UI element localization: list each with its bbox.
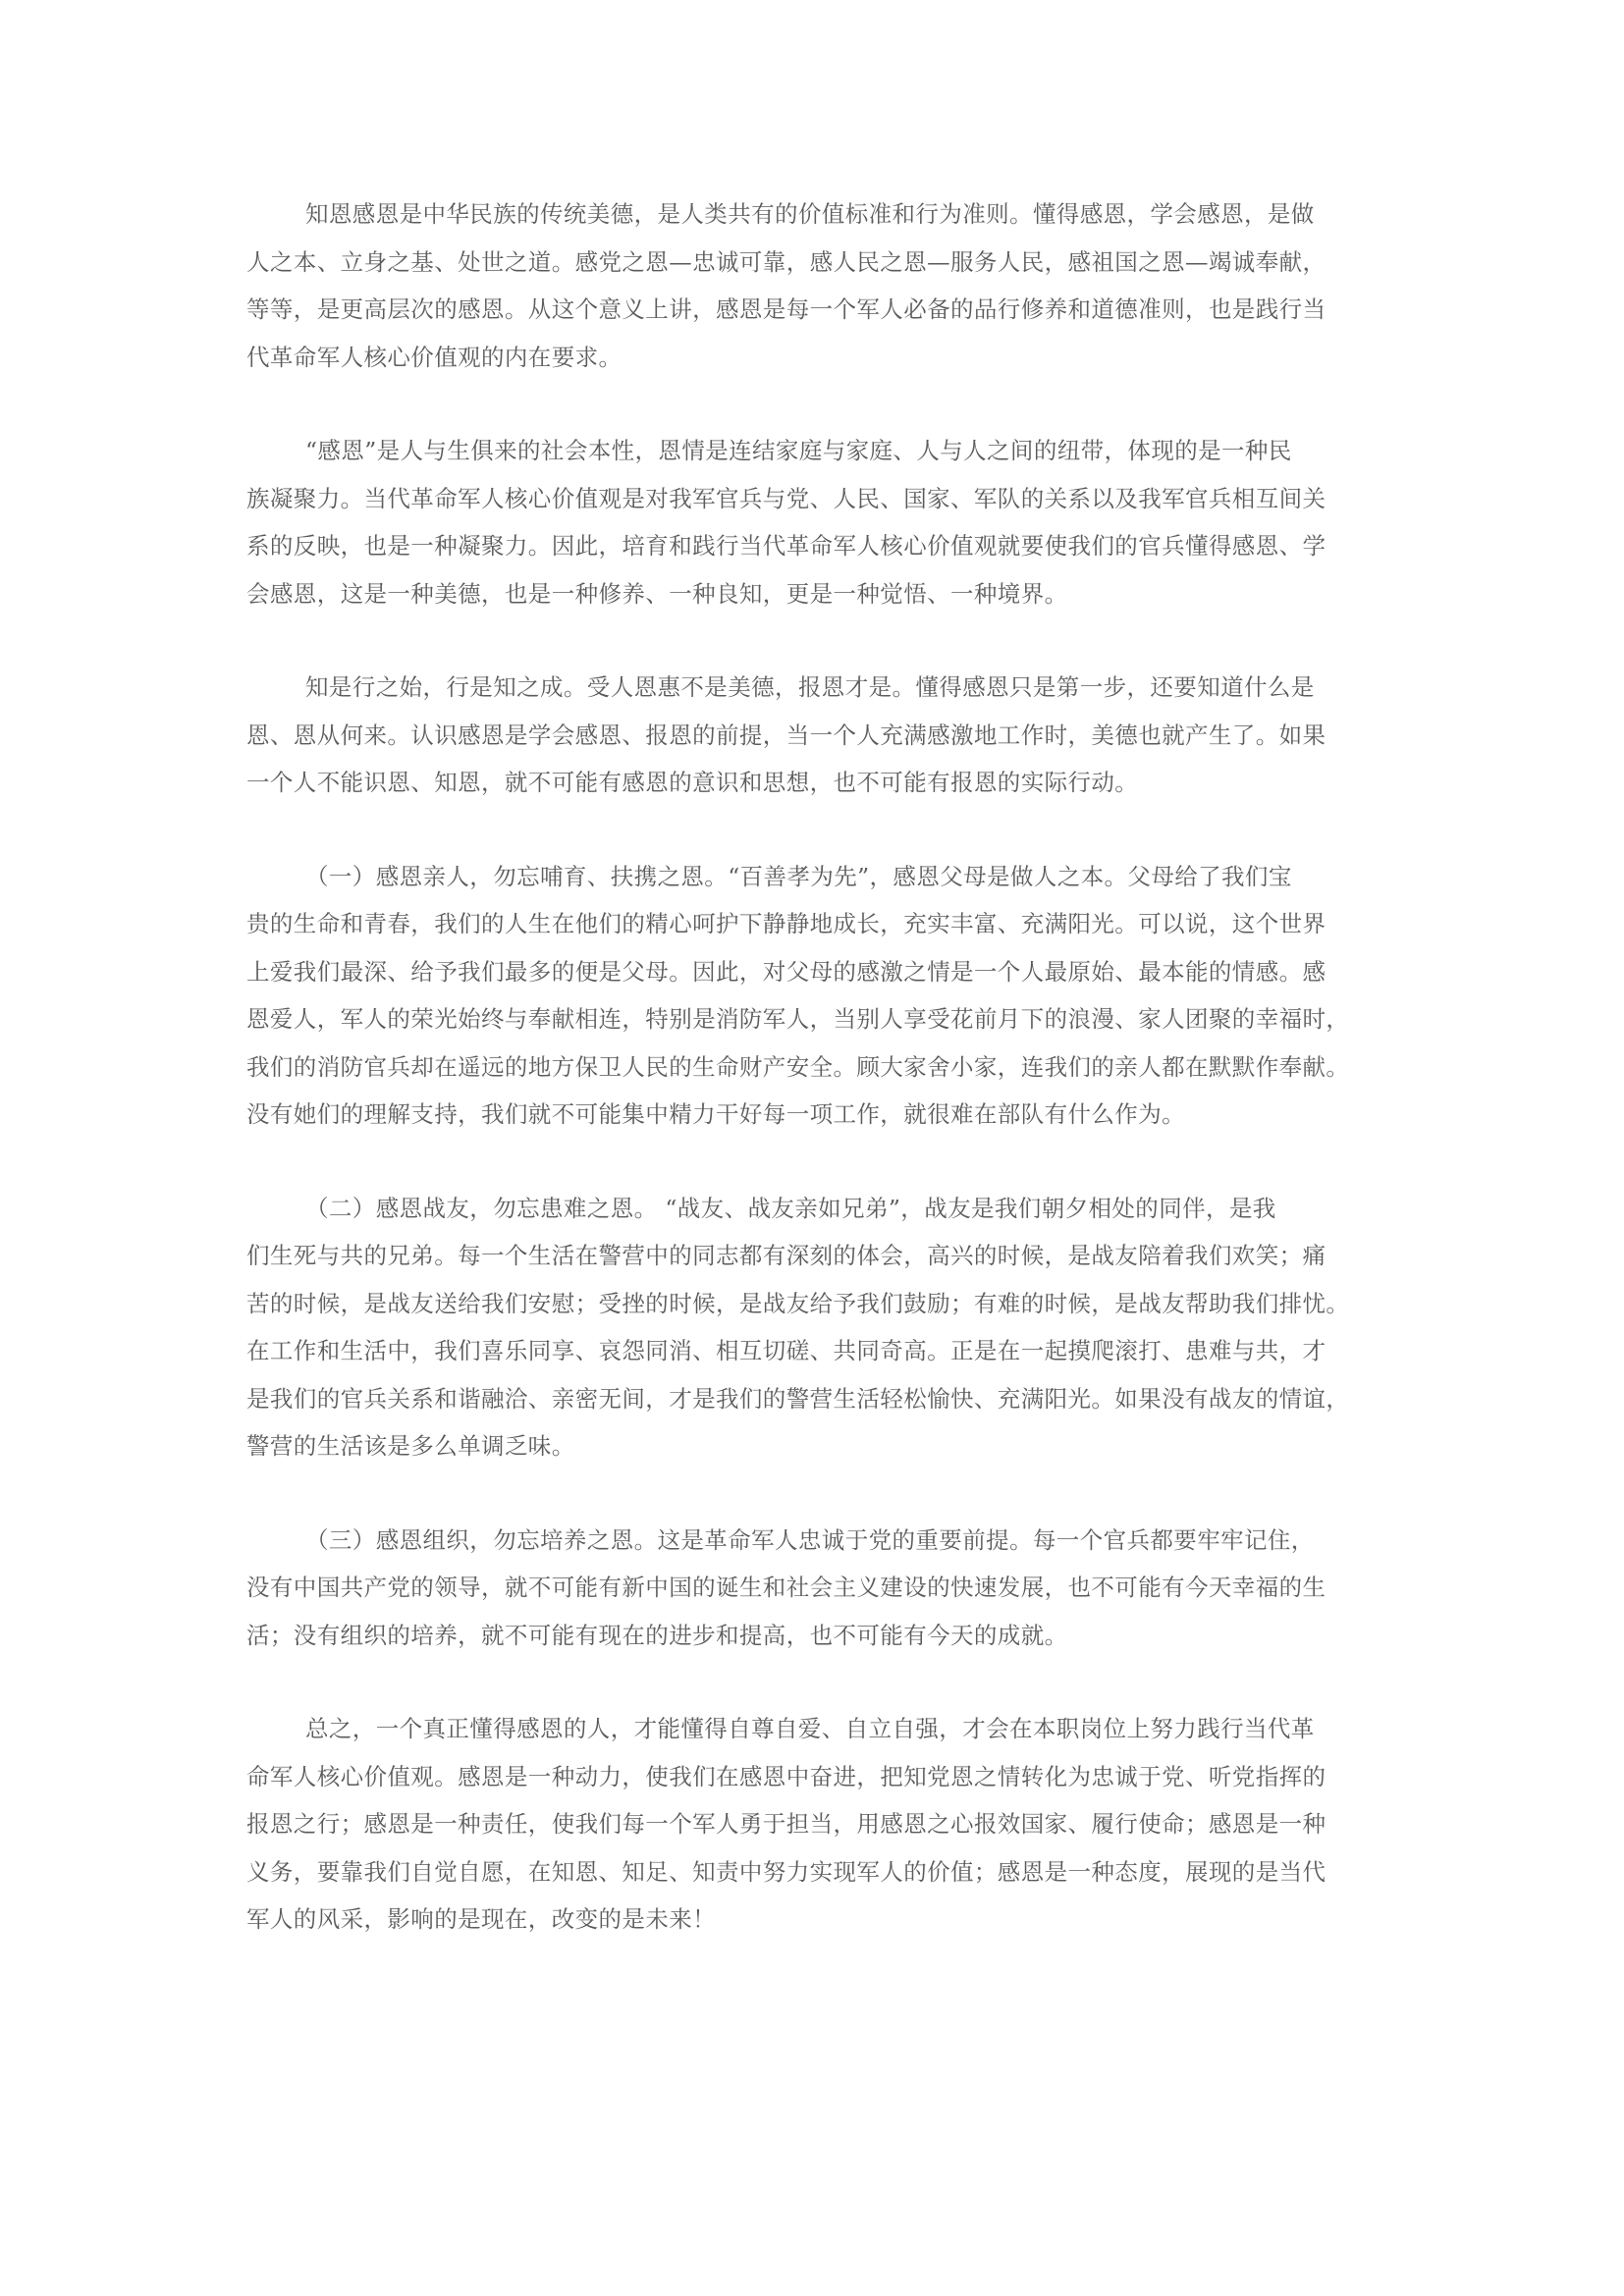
text-line: 代革命军人核心价值观的内在要求。: [246, 343, 623, 371]
text-line: （二）感恩战友，勿忘患难之恩。 “战友、战友亲如兄弟”，战友是我们朝夕相处的同伴，是我: [305, 1194, 1276, 1222]
text-line: 会感恩，这是一种美德，也是一种修养、一种良知，更是一种觉悟、一种境界。: [246, 579, 1068, 608]
text-line: 恩爱人，军人的荣光始终与奉献相连，特别是消防军人，当别人享受花前月下的浪漫、家人团聚的幸福时，: [246, 1005, 1350, 1033]
text-line: 我们的消防官兵却在遥远的地方保卫人民的生命财产安全。顾大家舍小家，连我们的亲人都在默默作奉献。: [246, 1052, 1350, 1081]
text-line: 贵的生命和青春，我们的人生在他们的精心呵护下静静地成长，充实丰富、充满阳光。可以说，这个世界: [246, 910, 1326, 937]
text-line: 苦的时候，是战友送给我们安慰；受挫的时候，是战友给予我们鼓励；有难的时候，是战友帮助我们排忧。: [246, 1289, 1350, 1317]
paragraph-section-1-family: [246, 853, 1376, 1139]
document-page: [246, 190, 1376, 1990]
text-line: 军人的风采，影响的是现在，改变的是未来！: [246, 1905, 716, 1933]
text-line: 一个人不能识恩、知恩，就不可能有感恩的意识和思想，也不可能有报恩的实际行动。: [246, 769, 1139, 796]
text-line: 在工作和生活中，我们喜乐同享、哀怨同消、相互切磋、共同奇高。正是在一起摸爬滚打、患难与共，才: [246, 1337, 1326, 1364]
text-line: 义务，要靠我们自觉自愿，在知恩、知足、知责中努力实现军人的价值；感恩是一种态度，展现的是当代: [246, 1857, 1326, 1886]
text-line: 等等，是更高层次的感恩。从这个意义上讲，感恩是每一个军人必备的品行修养和道德准则，也是践行当: [246, 295, 1326, 323]
text-line: 警营的生活该是多么单调乏味。: [246, 1432, 575, 1460]
text-line: （三）感恩组织，勿忘培养之恩。这是革命军人忠诚于党的重要前提。每一个官兵都要牢牢记住，: [305, 1525, 1315, 1554]
paragraph-intro: [246, 190, 1376, 381]
text-line: 知恩感恩是中华民族的传统美德，是人类共有的价值标准和行为准则。懂得感恩，学会感恩，是做: [305, 200, 1315, 228]
text-line: 活；没有组织的培养，就不可能有现在的进步和提高，也不可能有今天的成就。: [246, 1621, 1068, 1649]
text-line: 命军人核心价值观。感恩是一种动力，使我们在感恩中奋进，把知党恩之情转化为忠诚于党、听党指挥的: [246, 1762, 1326, 1790]
text-line: 知是行之始，行是知之成。受人恩惠不是美德，报恩才是。懂得感恩只是第一步，还要知道什么是: [305, 673, 1315, 701]
text-line: 是我们的官兵关系和谐融洽、亲密无间，才是我们的警营生活轻松愉快、充满阳光。如果没有战友的情谊，: [246, 1384, 1350, 1413]
text-line: （一）感恩亲人，勿忘哺育、扶携之恩。“百善孝为先”，感恩父母是做人之本。父母给了我们宝: [305, 862, 1292, 890]
text-line: 族凝聚力。当代革命军人核心价值观是对我军官兵与党、人民、国家、军队的关系以及我军官兵相互间关: [246, 484, 1326, 512]
text-line: 报恩之行；感恩是一种责任，使我们每一个军人勇于担当，用感恩之心报效国家、履行使命；感恩是一种: [246, 1810, 1326, 1838]
paragraph-conclusion: [246, 1705, 1376, 1944]
text-line: 恩、恩从何来。认识感恩是学会感恩、报恩的前提，当一个人充满感激地工作时，美德也就产生了。如果: [246, 721, 1326, 749]
text-line: 人之本、立身之基、处世之道。感党之恩—忠诚可靠，感人民之恩—服务人民，感祖国之恩—竭诚奉献，: [246, 247, 1326, 276]
text-line: “感恩”是人与生俱来的社会本性，恩情是连结家庭与家庭、人与人之间的纽带，体现的是一种民: [305, 437, 1292, 464]
text-line: 没有她们的理解支持，我们就不可能集中精力干好每一项工作，就很难在部队有什么作为。: [246, 1100, 1185, 1128]
text-line: 们生死与共的兄弟。每一个生活在警营中的同志都有深刻的体会，高兴的时候，是战友陪着我们欢笑；痛: [246, 1242, 1326, 1269]
paragraph-section-2-comrades: [246, 1185, 1376, 1470]
text-line: 系的反映，也是一种凝聚力。因此，培育和践行当代革命军人核心价值观就要使我们的官兵懂得感恩、学: [246, 532, 1326, 560]
text-line: 没有中国共产党的领导，就不可能有新中国的诞生和社会主义建设的快速发展，也不可能有今天幸福的生: [246, 1574, 1326, 1601]
text-line: 上爱我们最深、给予我们最多的便是父母。因此，对父母的感激之情是一个人最原始、最本能的情感。感: [246, 957, 1326, 986]
text-line: 总之，一个真正懂得感恩的人，才能懂得自尊自爱、自立自强，才会在本职岗位上努力践行当代革: [305, 1715, 1315, 1742]
paragraph-section-3-organization: [246, 1517, 1376, 1660]
paragraph-gratitude-nature: [246, 427, 1376, 617]
paragraph-knowledge-action: [246, 664, 1376, 807]
